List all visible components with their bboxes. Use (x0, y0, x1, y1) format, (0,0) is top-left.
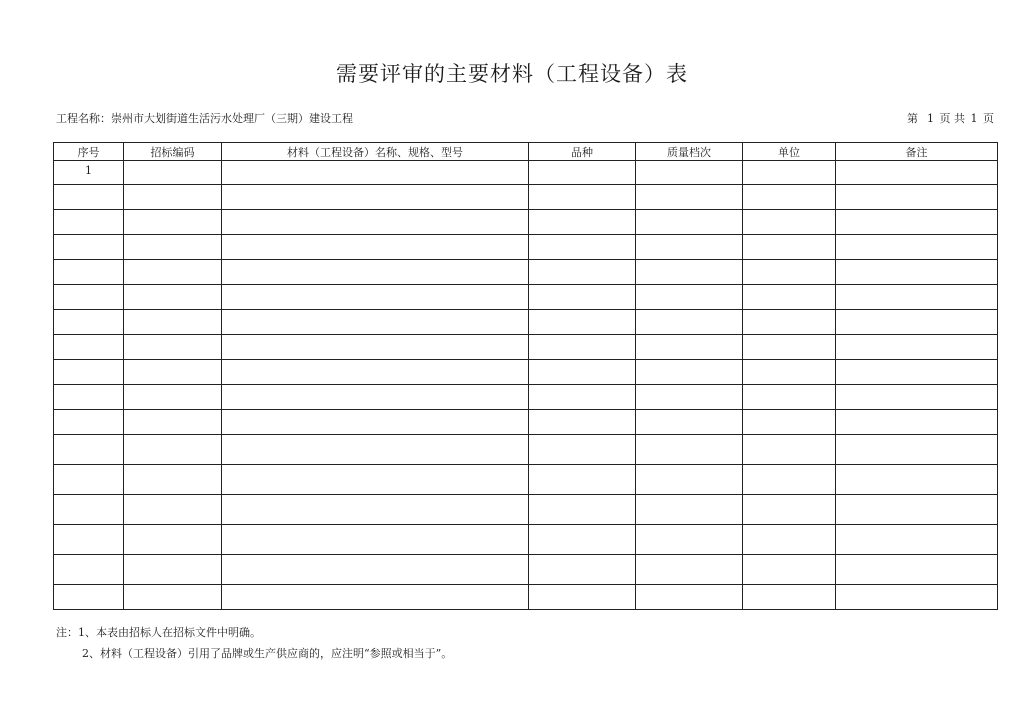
table-cell (124, 285, 222, 310)
project-name: 崇州市大划街道生活污水处理厂（三期）建设工程 (111, 112, 353, 125)
pager-suffix: 页 (983, 112, 994, 125)
table-cell (124, 495, 222, 525)
table-cell (54, 410, 124, 435)
note-line-2: 2、材料（工程设备）引用了品牌或生产供应商的，应注明“参照或相当于”。 (82, 647, 453, 660)
table-cell (222, 555, 529, 585)
table-cell (222, 495, 529, 525)
table-cell (636, 555, 743, 585)
table-cell (54, 435, 124, 465)
header-variety: 品种 (529, 143, 636, 161)
table-cell (124, 260, 222, 285)
header-tender-code: 招标编码 (124, 143, 222, 161)
table-cell (836, 310, 998, 335)
table-cell (529, 465, 636, 495)
table-cell (222, 210, 529, 235)
pager-prefix: 第 (907, 112, 918, 125)
table-cell (222, 585, 529, 610)
table-cell (529, 235, 636, 260)
project-label: 工程名称： (56, 112, 111, 125)
table-cell (743, 585, 836, 610)
table-cell (743, 525, 836, 555)
table-row (54, 285, 998, 310)
table-cell (836, 260, 998, 285)
table-cell (222, 465, 529, 495)
notes (56, 622, 452, 664)
table-row (54, 360, 998, 385)
table-cell (836, 495, 998, 525)
header-remarks: 备注 (836, 143, 998, 161)
project-name-line (56, 110, 353, 126)
table-cell: 1 (54, 161, 124, 185)
table-cell (636, 285, 743, 310)
table-row (54, 555, 998, 585)
table-cell (836, 360, 998, 385)
table-cell (222, 525, 529, 555)
table-cell (636, 525, 743, 555)
table-cell (124, 185, 222, 210)
table-row (54, 210, 998, 235)
table-row (54, 260, 998, 285)
table-cell (124, 161, 222, 185)
table-row (54, 585, 998, 610)
table-cell (124, 555, 222, 585)
table-body (54, 161, 998, 610)
table-cell (636, 235, 743, 260)
table-cell (54, 495, 124, 525)
table-cell (124, 310, 222, 335)
table-cell (529, 210, 636, 235)
note-line-1: 注：1、本表由招标人在招标文件中明确。 (56, 626, 261, 639)
table-cell (529, 360, 636, 385)
table-cell (636, 360, 743, 385)
table-cell (636, 185, 743, 210)
table-cell (836, 555, 998, 585)
table-cell (222, 385, 529, 410)
table-cell (636, 435, 743, 465)
table-cell (743, 555, 836, 585)
table-cell (54, 360, 124, 385)
header-unit: 单位 (743, 143, 836, 161)
table-cell (529, 335, 636, 360)
table-cell (529, 185, 636, 210)
table-cell (124, 210, 222, 235)
table-cell (529, 555, 636, 585)
table-cell (836, 525, 998, 555)
materials-table (53, 142, 998, 610)
table-cell (529, 385, 636, 410)
table-cell (54, 185, 124, 210)
table-row (54, 310, 998, 335)
table-cell (743, 161, 836, 185)
table-cell (636, 260, 743, 285)
table-cell (222, 285, 529, 310)
table-cell (529, 310, 636, 335)
table-cell (743, 435, 836, 465)
table-cell (743, 335, 836, 360)
table-cell (54, 525, 124, 555)
table-cell (836, 210, 998, 235)
table-row (54, 335, 998, 360)
table-row (54, 185, 998, 210)
table-cell (836, 585, 998, 610)
page-title: 需要评审的主要材料（工程设备）表 (336, 62, 688, 86)
table-cell (743, 285, 836, 310)
table-cell (636, 161, 743, 185)
table-cell (222, 161, 529, 185)
table-cell (529, 525, 636, 555)
table-cell (529, 260, 636, 285)
table-cell (124, 335, 222, 360)
table-cell (636, 410, 743, 435)
table-cell (529, 435, 636, 465)
table-row (54, 410, 998, 435)
header-index: 序号 (54, 143, 124, 161)
table-cell (529, 285, 636, 310)
table-cell (124, 410, 222, 435)
table-cell (124, 465, 222, 495)
table-cell (743, 495, 836, 525)
table-row (54, 385, 998, 410)
table-cell (124, 360, 222, 385)
table-cell (54, 555, 124, 585)
table-cell (836, 161, 998, 185)
table-row (54, 161, 998, 185)
table-cell (124, 585, 222, 610)
pager-total: 1 (970, 112, 978, 125)
table-row (54, 435, 998, 465)
table-cell (529, 161, 636, 185)
table-cell (54, 335, 124, 360)
table-cell (222, 260, 529, 285)
table-cell (636, 210, 743, 235)
table-cell (743, 360, 836, 385)
table-cell (743, 310, 836, 335)
pager-mid: 页 共 (939, 112, 965, 125)
table-cell (54, 260, 124, 285)
table-cell (54, 385, 124, 410)
table-cell (124, 385, 222, 410)
table-cell (222, 435, 529, 465)
table-cell (54, 235, 124, 260)
table-cell (124, 435, 222, 465)
table-cell (636, 310, 743, 335)
table-cell (222, 335, 529, 360)
table-cell (529, 410, 636, 435)
table-cell (743, 260, 836, 285)
table-cell (836, 410, 998, 435)
table-cell (743, 235, 836, 260)
table-cell (54, 465, 124, 495)
table-cell (124, 235, 222, 260)
table-cell (743, 210, 836, 235)
table-row (54, 235, 998, 260)
table-cell (836, 465, 998, 495)
table-cell (836, 435, 998, 465)
table-row (54, 465, 998, 495)
page-indicator (905, 110, 994, 126)
pager-current: 1 (927, 112, 934, 125)
table-cell (529, 495, 636, 525)
table-row (54, 495, 998, 525)
table-cell (54, 210, 124, 235)
table-header-row (54, 143, 998, 161)
table-cell (836, 285, 998, 310)
table-cell (836, 385, 998, 410)
table-cell (636, 385, 743, 410)
table-cell (636, 585, 743, 610)
table-cell (529, 585, 636, 610)
table-cell (636, 495, 743, 525)
table-cell (743, 465, 836, 495)
table-cell (836, 185, 998, 210)
table-cell (222, 235, 529, 260)
table-cell (124, 525, 222, 555)
table-cell (636, 465, 743, 495)
table-cell (743, 385, 836, 410)
table-cell (636, 335, 743, 360)
table-cell (222, 310, 529, 335)
table-cell (743, 185, 836, 210)
table-cell (222, 410, 529, 435)
table-cell (222, 360, 529, 385)
header-material-name: 材料（工程设备）名称、规格、型号 (222, 143, 529, 161)
table-cell (743, 410, 836, 435)
header-quality-grade: 质量档次 (636, 143, 743, 161)
table-cell (836, 335, 998, 360)
table-cell (54, 310, 124, 335)
table-row (54, 525, 998, 555)
table-cell (54, 585, 124, 610)
table-cell (836, 235, 998, 260)
table-cell (222, 185, 529, 210)
table-cell (54, 285, 124, 310)
